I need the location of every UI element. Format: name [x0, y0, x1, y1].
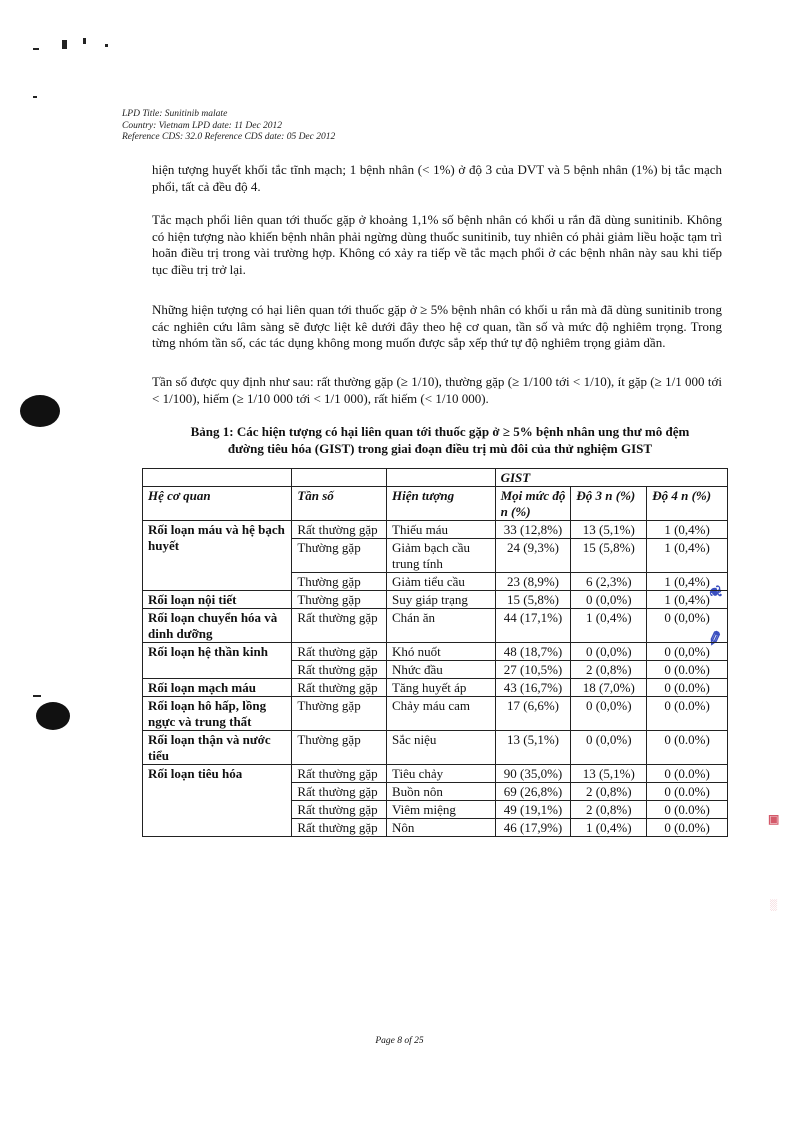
- cell-all-grades: 17 (6,6%): [495, 697, 571, 731]
- cell-grade-3: 13 (5,1%): [571, 765, 647, 783]
- cell-grade-3: 15 (5,8%): [571, 539, 647, 573]
- cell-grade-4: 0 (0.0%): [647, 765, 728, 783]
- cell-all-grades: 13 (5,1%): [495, 731, 571, 765]
- cell-event: Suy giáp trạng: [387, 591, 496, 609]
- cell-event: Nhức đầu: [387, 661, 496, 679]
- cell-event: Giảm tiểu cầu: [387, 573, 496, 591]
- punch-hole-mark: [20, 395, 60, 427]
- scan-mark: [33, 96, 37, 98]
- cell-frequency: Rất thường gặp: [292, 765, 387, 783]
- paragraph-1: hiện tượng huyết khối tắc tĩnh mạch; 1 bệnh nhân (< 1%) ở độ 3 của DVT và 5 bệnh nhân (1%) bị tắc mạch phổi, tất cả đều độ 4.: [152, 162, 722, 194]
- cell-grade-3: 2 (0,8%): [571, 783, 647, 801]
- cell-grade-4: 0 (0.0%): [647, 783, 728, 801]
- cell-all-grades: 69 (26,8%): [495, 783, 571, 801]
- paragraph-2: Tắc mạch phổi liên quan tới thuốc gặp ở khoảng 1,1% số bệnh nhân có khối u rắn đã dùng sunitinib. Không có hiện tượng nào khiến bệnh nhân phải ngừng dùng thuốc sunitinib, tuy nhiên có phải giảm liều hoặc tạm trì hoãn điều trị trong vài trường hợp. Không có xảy ra tiếp về tắc mạch phổi ở các bệnh nhân này sau khi tiếp tục điều trị trở lại.: [152, 212, 722, 277]
- header-event: Hiện tượng: [387, 487, 496, 521]
- cell-event: Chán ăn: [387, 609, 496, 643]
- cell-grade-3: 0 (0,0%): [571, 731, 647, 765]
- cell-all-grades: 44 (17,1%): [495, 609, 571, 643]
- page-number: Page 8 of 25: [375, 1036, 424, 1046]
- stamp-mark: ░: [770, 900, 778, 911]
- header-all-grades: Mọi mức độ n (%): [495, 487, 571, 521]
- table-caption-line-2: đường tiêu hóa (GIST) trong giai đoạn điều trị mù đôi của thử nghiệm GIST: [227, 441, 653, 456]
- cell-frequency: Rất thường gặp: [292, 801, 387, 819]
- cell-frequency: Rất thường gặp: [292, 819, 387, 837]
- cell-frequency: Rất thường gặp: [292, 521, 387, 539]
- document-metadata: [122, 109, 335, 144]
- cell-event: Khó nuốt: [387, 643, 496, 661]
- cell-event: Buồn nôn: [387, 783, 496, 801]
- cell-all-grades: 27 (10,5%): [495, 661, 571, 679]
- meta-title: LPD Title: Sunitinib malate: [122, 109, 228, 119]
- cell-grade-4: 1 (0,4%): [647, 573, 728, 591]
- meta-reference: Reference CDS: 32.0 Reference CDS date: 05 Dec 2012: [122, 132, 336, 142]
- header-system: Hệ cơ quan: [143, 487, 292, 521]
- scan-mark: [62, 40, 67, 49]
- cell-grade-4: 1 (0,4%): [647, 521, 728, 539]
- stamp-mark: ❦: [704, 584, 724, 601]
- cell-frequency: Thường gặp: [292, 697, 387, 731]
- stamp-mark: ▣: [768, 812, 780, 826]
- paragraph-4: Tần số được quy định như sau: rất thường gặp (≥ 1/10), thường gặp (≥ 1/100 tới < 1/10), ít gặp (≥ 1/1 000 tới < 1/100), hiếm (≥ 1/10 000 tới < 1/1 000), rất hiếm (< 1/10 000).: [152, 374, 722, 406]
- cell-grade-4: 0 (0.0%): [647, 661, 728, 679]
- cell-system: Rối loạn tiêu hóa: [143, 765, 292, 837]
- table-row: [143, 697, 728, 731]
- cell-event: Tăng huyết áp: [387, 679, 496, 697]
- table-row: [143, 521, 728, 539]
- paragraph-3: Những hiện tượng có hại liên quan tới thuốc gặp ở ≥ 5% bệnh nhân có khối u rắn mà đã dùng sunitinib trong các nghiên cứu lâm sàng sẽ được liệt kê dưới đây theo hệ cơ quan, tần số và mức độ nghiêm trọng. Trong từng nhóm tần số, các tác dụng không mong muốn được sắp xếp thứ tự độ nghiêm trọng giảm dần.: [152, 302, 722, 350]
- cell-event: Tiêu chảy: [387, 765, 496, 783]
- cell-frequency: Thường gặp: [292, 731, 387, 765]
- punch-hole-mark: [36, 702, 70, 730]
- cell-frequency: Rất thường gặp: [292, 643, 387, 661]
- cell-frequency: Rất thường gặp: [292, 783, 387, 801]
- cell-grade-3: 18 (7,0%): [571, 679, 647, 697]
- cell-system: Rối loạn mạch máu: [143, 679, 292, 697]
- table-row: [143, 765, 728, 783]
- cell-event: Chảy máu cam: [387, 697, 496, 731]
- cell-grade-4: 0 (0.0%): [647, 697, 728, 731]
- cell-system: Rối loạn hệ thần kinh: [143, 643, 292, 679]
- cell-event: Viêm miệng: [387, 801, 496, 819]
- cell-grade-3: 0 (0,0%): [571, 643, 647, 661]
- cell-grade-3: 0 (0,0%): [571, 697, 647, 731]
- cell-system: Rối loạn chuyển hóa và dinh dưỡng: [143, 609, 292, 643]
- cell-grade-3: 2 (0,8%): [571, 801, 647, 819]
- cell-all-grades: 90 (35,0%): [495, 765, 571, 783]
- table-row: [143, 609, 728, 643]
- table-row: [143, 731, 728, 765]
- cell-frequency: Rất thường gặp: [292, 679, 387, 697]
- cell-event: Giảm bạch cầu trung tính: [387, 539, 496, 573]
- cell-grade-4: 0 (0.0%): [647, 801, 728, 819]
- cell-frequency: Rất thường gặp: [292, 661, 387, 679]
- cell-grade-4: 0 (0,0%): [647, 643, 728, 661]
- cell-all-grades: 43 (16,7%): [495, 679, 571, 697]
- table-group-header-row: [143, 469, 728, 487]
- scan-mark: [83, 38, 86, 44]
- cell-all-grades: 48 (18,7%): [495, 643, 571, 661]
- cell-all-grades: 23 (8,9%): [495, 573, 571, 591]
- cell-grade-3: 1 (0,4%): [571, 609, 647, 643]
- cell-system: Rối loạn nội tiết: [143, 591, 292, 609]
- stamp-mark: ✎: [702, 627, 726, 649]
- header-frequency: Tần số: [292, 487, 387, 521]
- cell-grade-4: 1 (0,4%): [647, 591, 728, 609]
- header-grade-3: Độ 3 n (%): [571, 487, 647, 521]
- cell-event: Sắc niệu: [387, 731, 496, 765]
- cell-all-grades: 46 (17,9%): [495, 819, 571, 837]
- cell-grade-4: 0 (0.0%): [647, 679, 728, 697]
- table-caption-line-1: Bảng 1: Các hiện tượng có hại liên quan tới thuốc gặp ở ≥ 5% bệnh nhân ung thư mô đệm: [190, 424, 690, 439]
- header-grade-4: Độ 4 n (%): [647, 487, 728, 521]
- cell-frequency: Thường gặp: [292, 539, 387, 573]
- cell-grade-3: 0 (0,0%): [571, 591, 647, 609]
- cell-all-grades: 15 (5,8%): [495, 591, 571, 609]
- cell-all-grades: 49 (19,1%): [495, 801, 571, 819]
- cell-all-grades: 24 (9,3%): [495, 539, 571, 573]
- cell-grade-4: 1 (0,4%): [647, 539, 728, 573]
- table-caption: [140, 423, 740, 457]
- table-row: [143, 643, 728, 661]
- scan-mark: [33, 48, 39, 50]
- cell-grade-3: 13 (5,1%): [571, 521, 647, 539]
- meta-country: Country: Vietnam LPD date: 11 Dec 2012: [122, 120, 283, 131]
- cell-grade-3: 2 (0,8%): [571, 661, 647, 679]
- cell-event: Nôn: [387, 819, 496, 837]
- gist-group-header: GIST: [495, 469, 727, 487]
- cell-grade-3: 6 (2,3%): [571, 573, 647, 591]
- cell-system: Rối loạn thận và nước tiểu: [143, 731, 292, 765]
- adverse-events-table: [142, 468, 728, 837]
- cell-frequency: Rất thường gặp: [292, 609, 387, 643]
- cell-grade-3: 1 (0,4%): [571, 819, 647, 837]
- cell-frequency: Thường gặp: [292, 573, 387, 591]
- scan-mark: [33, 695, 41, 697]
- scan-mark: [105, 44, 108, 47]
- table-row: [143, 679, 728, 697]
- cell-grade-4: 0 (0.0%): [647, 731, 728, 765]
- cell-grade-4: 0 (0.0%): [647, 819, 728, 837]
- cell-frequency: Thường gặp: [292, 591, 387, 609]
- cell-event: Thiếu máu: [387, 521, 496, 539]
- table-header-row: [143, 487, 728, 521]
- table-row: [143, 591, 728, 609]
- cell-system: Rối loạn máu và hệ bạch huyết: [143, 521, 292, 591]
- cell-all-grades: 33 (12,8%): [495, 521, 571, 539]
- cell-grade-4: 0 (0,0%): [647, 609, 728, 643]
- cell-system: Rối loạn hô hấp, lồng ngực và trung thất: [143, 697, 292, 731]
